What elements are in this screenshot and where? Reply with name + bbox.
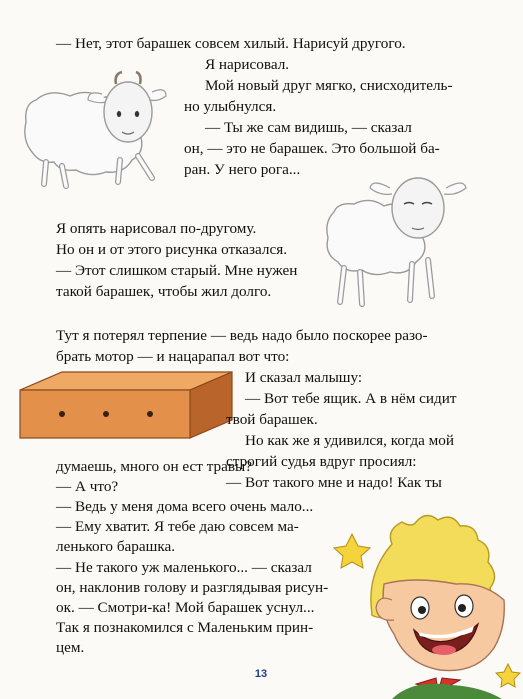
text-line: — Вот тебе ящик. А в нём сидит bbox=[245, 390, 457, 407]
text-line: Но как же я удивился, когда мой bbox=[245, 432, 454, 449]
page-number: 13 bbox=[254, 668, 268, 680]
text-line: строгий судья вдруг просиял: bbox=[226, 453, 417, 470]
text-line: — Этот слишком старый. Мне нужен bbox=[56, 262, 298, 279]
text-line: — Нет, этот барашек совсем хилый. Нарисуй другого. bbox=[56, 35, 406, 52]
text-line: — Ведь у меня дома всего очень мало... bbox=[56, 498, 314, 515]
text-line: он, наклонив голову и разглядывая рисун- bbox=[56, 579, 329, 596]
little-prince-illustration bbox=[332, 504, 523, 699]
text-line: — Вот такого мне и надо! Как ты bbox=[226, 474, 442, 491]
text-line: думаешь, много он ест травы? bbox=[56, 458, 252, 475]
text-line: И сказал малышу: bbox=[245, 369, 363, 386]
text-line: Я нарисовал. bbox=[205, 56, 290, 73]
box-illustration bbox=[18, 370, 236, 440]
text-line: Я опять нарисовал по-другому. bbox=[56, 220, 257, 237]
text-line: твой барашек. bbox=[226, 411, 318, 428]
text-line: — Не такого уж маленького... — сказал bbox=[56, 559, 312, 576]
text-line: Мой новый друг мягко, снисходитель- bbox=[205, 77, 453, 94]
text-line: ран. У него рога... bbox=[184, 161, 301, 178]
text-line: Но он и от этого рисунка отказался. bbox=[56, 241, 287, 258]
text-line: ок. — Смотри-ка! Мой барашек уснул... bbox=[56, 599, 315, 616]
text-line: — А что? bbox=[56, 478, 119, 495]
text-line: цем. bbox=[56, 639, 85, 656]
text-line: брать мотор — и нацарапал вот что: bbox=[56, 348, 290, 365]
text-line: — Ему хватит. Я тебе даю совсем ма- bbox=[56, 518, 299, 535]
text-line: он, — это не барашек. Это большой ба- bbox=[184, 140, 440, 157]
sheep-illustration-2 bbox=[320, 168, 470, 308]
text-line: — Ты же сам видишь, — сказал bbox=[205, 119, 412, 136]
text-line: ленького барашка. bbox=[56, 538, 175, 555]
text-line: Так я познакомился с Маленьким прин- bbox=[56, 619, 314, 636]
text-line: но улыбнулся. bbox=[184, 98, 277, 115]
text-line: такой барашек, чтобы жил долго. bbox=[56, 283, 272, 300]
sheep-illustration-1 bbox=[16, 70, 172, 190]
text-line: Тут я потерял терпение — ведь надо было поскорее разо- bbox=[56, 327, 428, 344]
